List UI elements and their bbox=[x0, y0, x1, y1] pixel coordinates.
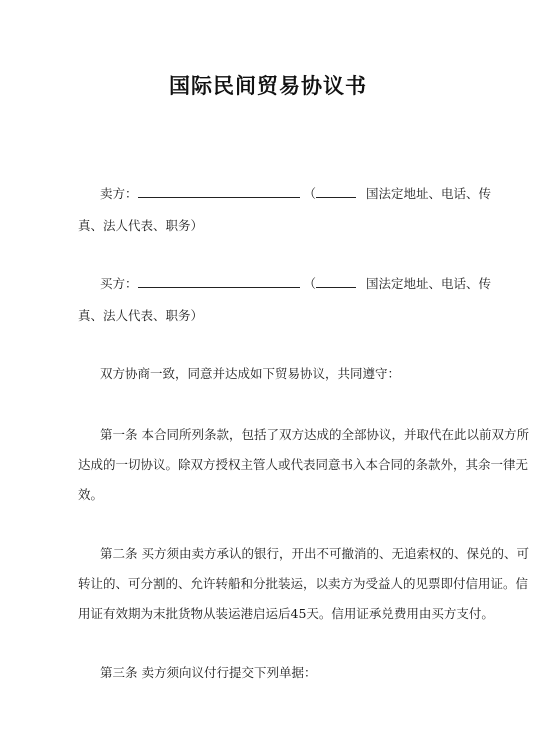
buyer-label: 买方： bbox=[100, 276, 138, 291]
article1-line2: 达成的一切协议。除双方授权主管人或代表同意书入本合同的条款外，其余一律无 bbox=[78, 457, 529, 472]
intro-paragraph: 双方协商一致，同意并达成如下贸易协议，共同遵守： bbox=[100, 366, 401, 381]
seller-country-blank bbox=[316, 186, 356, 198]
seller-trail-text: 国法定地址、电话、传 bbox=[366, 186, 492, 201]
article2-line2: 转让的、可分割的、允许转船和分批装运，以卖方为受益人的见票即付信用证。信 bbox=[78, 576, 529, 591]
article3-line1: 第三条 卖方须向议付行提交下列单据： bbox=[100, 665, 317, 680]
article2-line3: 用证有效期为末批货物从装运港启运后45天。信用证承兑费用由买方支付。 bbox=[78, 606, 494, 621]
document-title: 国际民间贸易协议书 bbox=[169, 74, 367, 98]
buyer-name-blank bbox=[138, 276, 300, 288]
seller-paren-open: （ bbox=[303, 186, 317, 201]
article1-line3: 效。 bbox=[78, 487, 104, 502]
buyer-paren-open: （ bbox=[303, 276, 317, 291]
seller-label: 卖方： bbox=[100, 186, 138, 201]
buyer-line-cont: 真、法人代表、职务） bbox=[78, 308, 204, 323]
seller-name-blank bbox=[138, 186, 300, 198]
article2-line1: 第二条 买方须由卖方承认的银行，开出不可撤消的、无追索权的、保兑的、可 bbox=[100, 546, 529, 561]
seller-line-cont: 真、法人代表、职务） bbox=[78, 218, 204, 233]
buyer-line bbox=[100, 276, 491, 292]
seller-line bbox=[100, 186, 491, 202]
article1-line1: 第一条 本合同所列条款，包括了双方达成的全部协议，并取代在此以前双方所 bbox=[100, 427, 529, 442]
buyer-country-blank bbox=[316, 276, 356, 288]
buyer-trail-text: 国法定地址、电话、传 bbox=[366, 276, 492, 291]
